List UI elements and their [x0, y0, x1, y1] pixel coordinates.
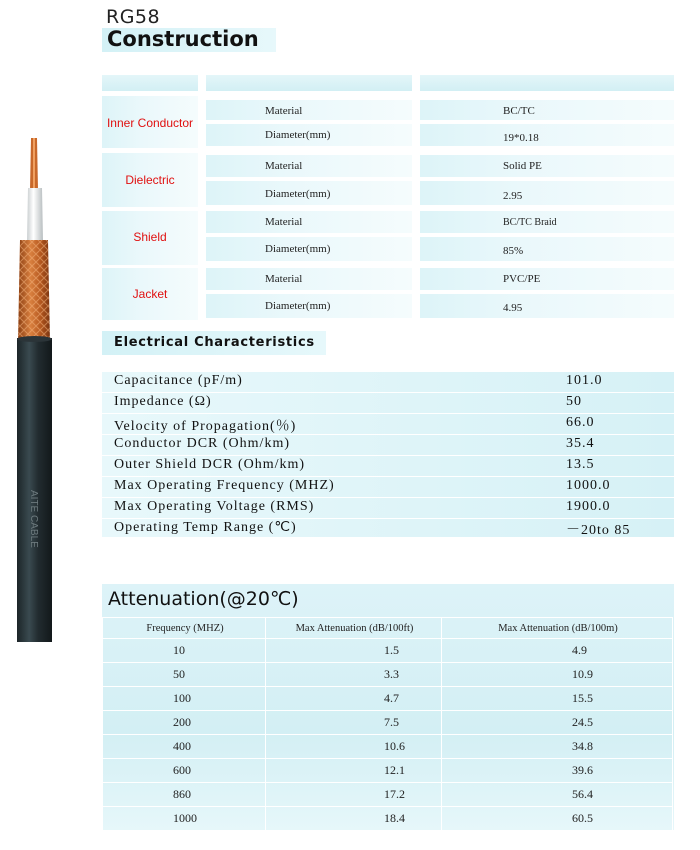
cell-atten-ft: 17.2: [266, 783, 442, 807]
spec-label: Material: [265, 105, 303, 117]
table-row: [103, 807, 673, 831]
cell-frequency: 400: [103, 735, 266, 759]
attenuation-title: Attenuation(@20℃): [108, 588, 299, 610]
header-band-2: [206, 75, 412, 91]
spec-label: Material: [265, 273, 303, 285]
spec-value: Solid PE: [503, 160, 542, 172]
row-band: [420, 237, 674, 261]
cell-frequency: 10: [103, 639, 266, 663]
cell-frequency: 200: [103, 711, 266, 735]
cell-atten-m: 60.5: [442, 807, 673, 831]
cell-frequency: 100: [103, 687, 266, 711]
table-row: [103, 735, 673, 759]
cell-atten-m: 34.8: [442, 735, 673, 759]
cable-print-text: AITE CABLE: [28, 490, 39, 548]
cell-atten-m: 24.5: [442, 711, 673, 735]
spec-value: BC/TC: [503, 105, 535, 117]
spec-label: Diameter(mm): [265, 243, 331, 255]
col-header-frequency: Frequency (MHZ): [103, 618, 266, 639]
elec-label-conductor-dcr: Conductor DCR (Ohm/km): [114, 436, 290, 451]
cell-atten-ft: 10.6: [266, 735, 442, 759]
elec-label-shield-dcr: Outer Shield DCR (Ohm/km): [114, 457, 306, 472]
table-row: [103, 687, 673, 711]
table-row: [103, 639, 673, 663]
elec-label-max-voltage: Max Operating Voltage (RMS): [114, 499, 315, 514]
elec-value-shield-dcr: 13.5: [566, 457, 595, 472]
elec-value-max-voltage: 1900.0: [566, 499, 611, 514]
col-header-atten-ft: Max Attenuation (dB/100ft): [266, 618, 442, 639]
row-band: [206, 155, 412, 177]
spec-label: Material: [265, 216, 303, 228]
component-inner-conductor: Inner Conductor: [106, 116, 194, 130]
row-band: [206, 100, 412, 120]
row-band: [420, 268, 674, 290]
row-band: [206, 268, 412, 290]
cell-atten-m: 4.9: [442, 639, 673, 663]
elec-label-velocity: Velocity of Propagation(％): [114, 419, 297, 434]
elec-label-temp-range: Operating Temp Range (℃): [114, 520, 297, 535]
cell-atten-m: 15.5: [442, 687, 673, 711]
cell-atten-m: 39.6: [442, 759, 673, 783]
spec-value: 19*0.18: [503, 132, 539, 144]
row-band: [420, 124, 674, 146]
component-jacket: Jacket: [132, 287, 168, 301]
row-band: [206, 211, 412, 233]
spec-value: 85%: [503, 245, 524, 257]
cell-atten-ft: 4.7: [266, 687, 442, 711]
attenuation-table: [102, 617, 673, 831]
spec-label: Material: [265, 160, 303, 172]
spec-value: 2.95: [503, 190, 523, 202]
row-band: [420, 181, 674, 205]
row-band: [420, 155, 674, 177]
spec-label: Diameter(mm): [265, 300, 331, 312]
elec-value-capacitance: 101.0: [566, 373, 603, 388]
elec-value-impedance: 50: [566, 394, 582, 409]
cell-frequency: 600: [103, 759, 266, 783]
table-row: [103, 759, 673, 783]
row-band: [420, 100, 674, 120]
cell-atten-m: 10.9: [442, 663, 673, 687]
cell-atten-ft: 12.1: [266, 759, 442, 783]
spec-label: Diameter(mm): [265, 188, 331, 200]
table-row: [103, 663, 673, 687]
table-row: [103, 783, 673, 807]
coax-cable-image: [0, 130, 100, 650]
col-header-atten-m: Max Attenuation (dB/100m): [442, 618, 673, 639]
electrical-title: Electrical Characteristics: [114, 335, 315, 350]
model-name: RG58: [106, 6, 161, 28]
cell-atten-ft: 7.5: [266, 711, 442, 735]
cell-atten-ft: 3.3: [266, 663, 442, 687]
cell-atten-ft: 1.5: [266, 639, 442, 663]
component-shield: Shield: [133, 230, 167, 244]
header-band-1: [102, 75, 198, 91]
elec-value-conductor-dcr: 35.4: [566, 436, 595, 451]
row-band: [420, 294, 674, 318]
table-row: [103, 711, 673, 735]
cell-frequency: 860: [103, 783, 266, 807]
cell-atten-m: 56.4: [442, 783, 673, 807]
construction-title: Construction: [107, 27, 259, 51]
elec-label-max-frequency: Max Operating Frequency (MHZ): [114, 478, 335, 493]
header-band-3: [420, 75, 674, 91]
spec-value: PVC/PE: [503, 273, 541, 285]
spec-value: BC/TC Braid: [503, 217, 557, 228]
spec-label: Diameter(mm): [265, 129, 331, 141]
elec-value-max-frequency: 1000.0: [566, 478, 611, 493]
cell-frequency: 50: [103, 663, 266, 687]
elec-value-temp-range: －20to 85: [566, 523, 631, 538]
cell-atten-ft: 18.4: [266, 807, 442, 831]
component-dielectric: Dielectric: [125, 173, 175, 187]
spec-value: 4.95: [503, 302, 523, 314]
elec-label-impedance: Impedance (Ω): [114, 394, 212, 409]
elec-label-capacitance: Capacitance (pF/m): [114, 373, 243, 388]
table-header-row: [103, 618, 673, 639]
elec-value-velocity: 66.0: [566, 415, 595, 430]
cell-frequency: 1000: [103, 807, 266, 831]
